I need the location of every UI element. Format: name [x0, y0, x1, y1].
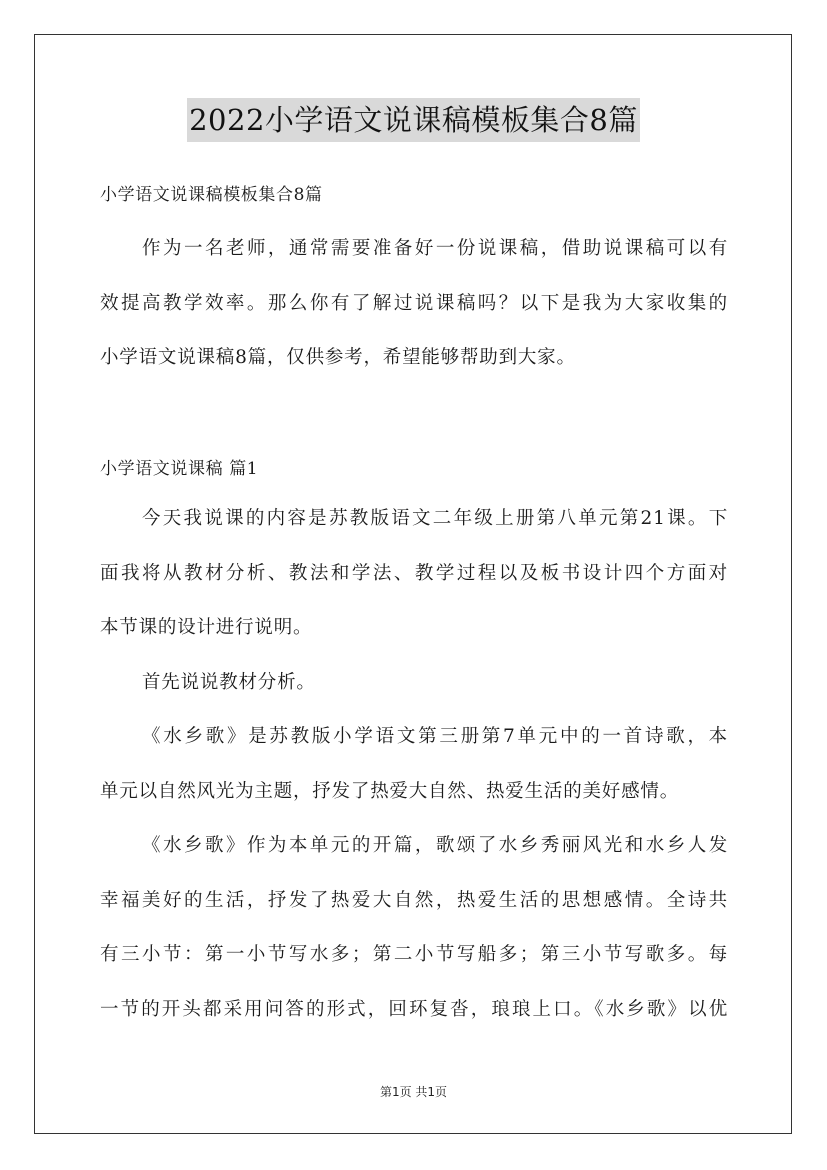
- intro-line: 小学语文说课稿8篇，仅供参考，希望能够帮助到大家。: [100, 347, 576, 368]
- paragraph-line: 本节课的设计进行说明。: [100, 617, 313, 638]
- intro-paragraph: [100, 222, 728, 386]
- document-subtitle: 小学语文说课稿模板集合8篇: [100, 185, 323, 205]
- paragraph-line: 有三小节：第一小节写水多；第二小节写船多；第三小节写歌多。每: [100, 944, 728, 965]
- paragraph-2: 首先说说教材分析。: [142, 671, 316, 693]
- paragraph-line: 幸福美好的生活，抒发了热爱大自然，热爱生活的思想感情。全诗共: [100, 889, 728, 911]
- paragraph-line: 面我将从教材分析、教法和学法、教学过程以及板书设计四个方面对: [100, 562, 728, 584]
- paragraph-1: [100, 492, 728, 1037]
- section-heading: 小学语文说课稿 篇1: [100, 459, 259, 479]
- page-number: 第1页 共1页: [379, 1085, 448, 1099]
- paragraph-line: 《水乡歌》是苏教版小学语文第三册第7单元中的一首诗歌，本: [142, 726, 728, 747]
- paragraph-line: 今天我说课的内容是苏教版语文二年级上册第八单元第21课。下: [142, 508, 728, 529]
- paragraph-line: 单元以自然风光为主题，抒发了热爱大自然、热爱生活的美好感情。: [100, 780, 680, 802]
- title-container: [0, 98, 827, 142]
- paragraph-line: 一节的开头都采用问答的形式，回环复沓，琅琅上口。《水乡歌》以优: [100, 998, 728, 1020]
- paragraph-line: 《水乡歌》作为本单元的开篇，歌颂了水乡秀丽风光和水乡人发: [142, 835, 728, 856]
- document-title: 2022小学语文说课稿模板集合8篇: [187, 98, 640, 142]
- intro-line: 作为一名老师，通常需要准备好一份说课稿，借助说课稿可以有: [142, 238, 728, 259]
- intro-line: 效提高教学效率。那么你有了解过说课稿吗？以下是我为大家收集的: [100, 292, 728, 314]
